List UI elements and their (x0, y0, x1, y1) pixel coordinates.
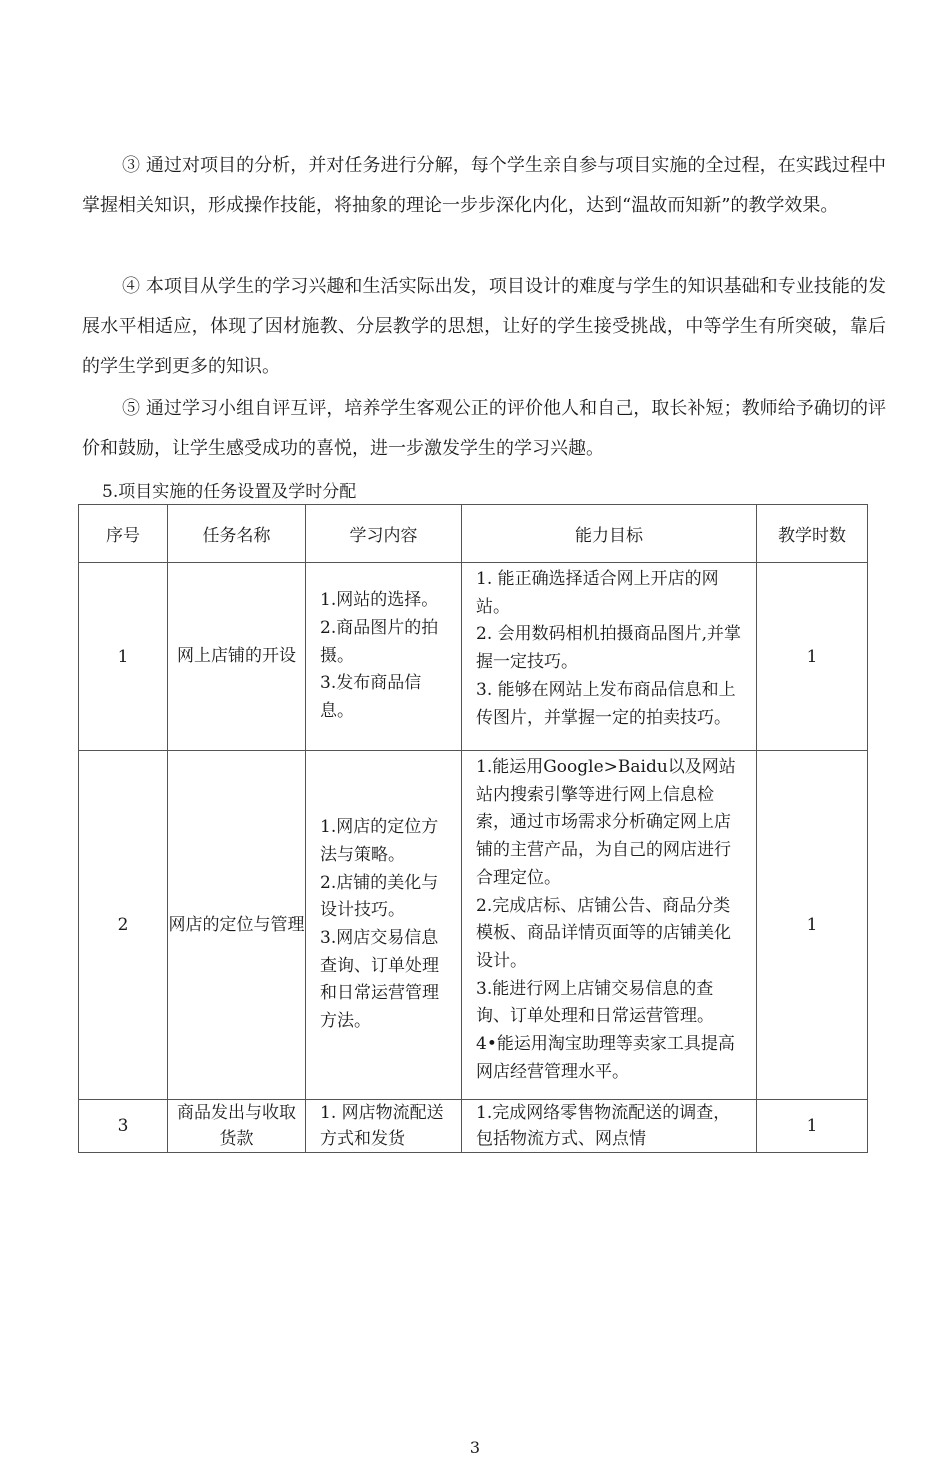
ability-item: 3. 能够在网站上发布商品信息和上传图片，并掌握一定的拍卖技巧。 (476, 679, 736, 728)
header-no: 序号 (79, 505, 168, 563)
row-content-cell (306, 563, 462, 751)
table-header-row (79, 505, 868, 563)
page-number: 3 (469, 1438, 481, 1457)
row-ability-cell (462, 751, 757, 1100)
ability-item: 4•能运用淘宝助理等卖家工具提高网店经营管理水平。 (476, 1034, 735, 1082)
content-item: 1. 网店物流配送方式和发货 (320, 1103, 444, 1149)
ability-item: 1.完成网络零售物流配送的调查，包括物流方式、网点情 (476, 1103, 731, 1149)
row-hours: 1 (757, 751, 868, 1100)
content-item: 2.商品图片的拍摄。 (320, 617, 439, 666)
row-task-name: 网上店铺的开设 (168, 563, 306, 751)
ability-item: 1.能运用Google>Baidu以及网站站内搜索引擎等进行网上信息检索，通过市场需求分析确定网上店铺的主营产品，为自己的网店进行合理定位。 (476, 757, 736, 888)
paragraph-3: ③ 通过对项目的分析，并对任务进行分解，每个学生亲自参与项目实施的全过程，在实践过程中掌握相关知识，形成操作技能，将抽象的理论一步步深化内化，达到“温故而知新”的教学效果。 (82, 155, 886, 216)
table-row (79, 751, 868, 1100)
row-hours: 1 (757, 563, 868, 751)
section-title: 5.项目实施的任务设置及学时分配 (102, 482, 357, 502)
row-task-name: 网店的定位与管理 (168, 751, 306, 1100)
header-ability: 能力目标 (462, 505, 757, 563)
row-no: 1 (79, 563, 168, 751)
content-item: 1.网店的定位方法与策略。 (320, 817, 439, 865)
row-task-name: 商品发出与收取货款 (177, 1103, 296, 1149)
ability-item: 2.完成店标、店铺公告、商品分类模板、商品详情页面等的店铺美化设计。 (476, 895, 731, 971)
content-item: 3.网店交易信息查询、订单处理和日常运营管理方法。 (320, 928, 439, 1032)
header-task-name: 任务名称 (168, 505, 306, 563)
row-content-cell (306, 1100, 462, 1153)
paragraph-4: ④ 本项目从学生的学习兴趣和生活实际出发，项目设计的难度与学生的知识基础和专业技能的发展水平相适应，体现了因材施教、分层教学的思想，让好的学生接受挑战，中等学生有所突破，靠后的学生学到更多的知识。 (82, 276, 886, 377)
row-ability-cell (462, 563, 757, 751)
row-content-cell (306, 751, 462, 1100)
ability-item: 3.能进行网上店铺交易信息的查询、订单处理和日常运营管理。 (476, 978, 714, 1027)
table-row (79, 1100, 868, 1153)
header-content: 学习内容 (306, 505, 462, 563)
task-table (78, 504, 868, 1153)
row-no: 3 (79, 1100, 168, 1153)
content-item: 3.发布商品信息。 (320, 673, 422, 722)
row-no: 2 (79, 751, 168, 1100)
ability-item: 1. 能正确选择适合网上开店的网站。 (476, 569, 719, 617)
ability-item: 2. 会用数码相机拍摄商品图片,并掌握一定技巧。 (476, 624, 742, 673)
paragraph-5: ⑤ 通过学习小组自评互评，培养学生客观公正的评价他人和自己，取长补短；教师给予确切的评价和鼓励，让学生感受成功的喜悦，进一步激发学生的学习兴趣。 (82, 398, 886, 459)
row-task-name-cell (168, 1100, 306, 1153)
table-row (79, 563, 868, 751)
row-hours: 1 (757, 1100, 868, 1153)
row-ability-cell (462, 1100, 757, 1153)
content-item: 2.店铺的美化与设计技巧。 (320, 872, 439, 921)
header-hours: 教学时数 (757, 505, 868, 563)
content-item: 1.网站的选择。 (320, 590, 439, 611)
